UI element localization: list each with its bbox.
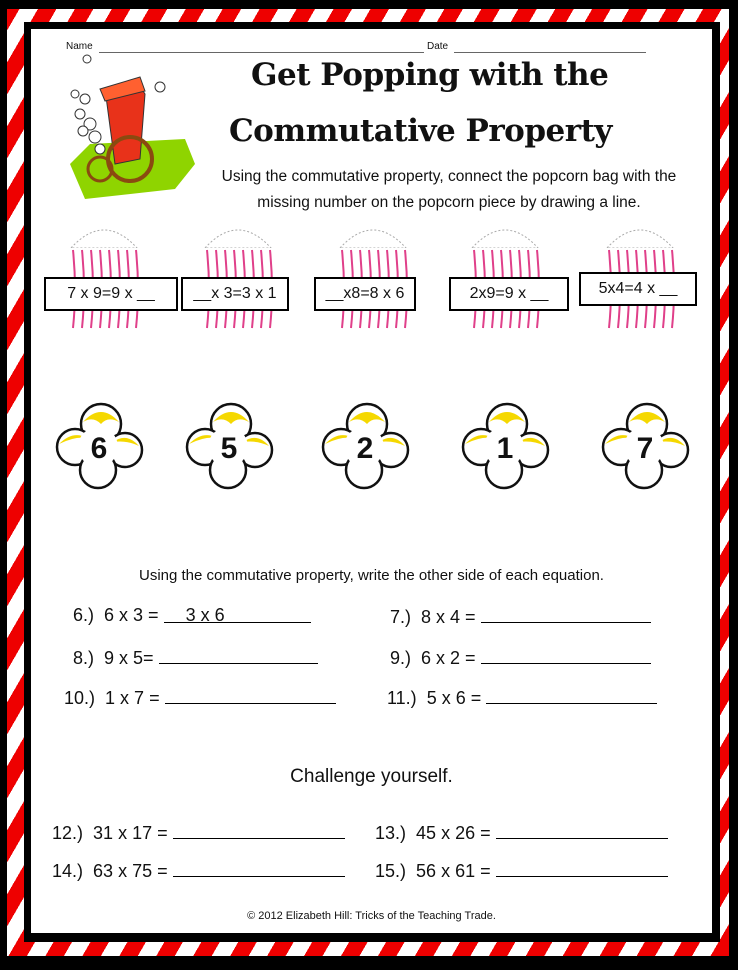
- challenge-item: 14.) 63 x 75 =: [52, 859, 345, 882]
- equation-item: 7.) 8 x 4 =: [390, 605, 651, 628]
- challenge-item: 12.) 31 x 17 =: [52, 821, 345, 844]
- popcorn-bag-icon: [59, 220, 149, 330]
- answer-blank[interactable]: [173, 821, 345, 839]
- popcorn-bag-icon: [460, 220, 550, 330]
- popcorn-piece[interactable]: [599, 402, 691, 492]
- date-field[interactable]: [454, 43, 646, 53]
- footer-copyright: © 2012 Elizabeth Hill: Tricks of the Teaching Trade.: [247, 910, 496, 922]
- answer-blank[interactable]: [481, 646, 651, 664]
- popcorn-piece[interactable]: [183, 402, 275, 492]
- popcorn-piece[interactable]: [319, 402, 411, 492]
- answer-blank[interactable]: [165, 686, 336, 704]
- equation-item: 11.) 5 x 6 =: [387, 686, 657, 709]
- popcorn-bag-icon: [328, 220, 418, 330]
- missing-number: 2: [356, 432, 374, 465]
- missing-number: 6: [90, 432, 108, 465]
- answer-blank[interactable]: [496, 821, 668, 839]
- popcorn-bag-equation: 2x9=9 x __: [449, 277, 569, 311]
- popcorn-piece[interactable]: [53, 402, 145, 492]
- answer-blank[interactable]: [159, 646, 318, 664]
- instructions: Using the commutative property, connect the popcorn bag with the missing number on the popcorn piece by drawing a line.: [221, 168, 677, 211]
- equation-item: 8.) 9 x 5=: [73, 646, 318, 669]
- worksheet: [31, 29, 712, 933]
- popcorn-bag-equation: 5x4=4 x __: [579, 272, 697, 306]
- popcorn-bag-equation: __x 3=3 x 1: [181, 277, 289, 311]
- missing-number: 7: [636, 432, 654, 465]
- title-line-2: Commutative Property: [229, 113, 612, 149]
- equation-item: 9.) 6 x 2 =: [390, 646, 651, 669]
- challenge-title: Challenge yourself.: [290, 766, 453, 787]
- missing-number: 5: [220, 432, 238, 465]
- answer-blank[interactable]: [173, 859, 345, 877]
- popcorn-bag-icon: [193, 220, 283, 330]
- missing-number: 1: [496, 432, 514, 465]
- challenge-item: 15.) 56 x 61 =: [375, 859, 668, 882]
- popcorn-bag-equation: __x8=8 x 6: [314, 277, 416, 311]
- section2-instructions: Using the commutative property, write the other side of each equation.: [139, 567, 604, 584]
- name-label: Name: [66, 41, 93, 52]
- challenge-item: 13.) 45 x 26 =: [375, 821, 668, 844]
- popcorn-piece[interactable]: [459, 402, 551, 492]
- date-label: Date: [427, 41, 449, 52]
- popcorn-bag-equation: 7 x 9=9 x __: [44, 277, 178, 311]
- equation-item: 10.) 1 x 7 =: [64, 686, 336, 709]
- answer-blank[interactable]: 3 x 6: [164, 605, 311, 623]
- answer-blank[interactable]: [486, 686, 657, 704]
- answer-blank[interactable]: [496, 859, 668, 877]
- popcorn-cart-illustration: [45, 49, 195, 199]
- title-line-1: Get Popping with the: [251, 57, 609, 93]
- equation-item: 6.) 6 x 3 = 3 x 6: [73, 605, 311, 626]
- answer-blank[interactable]: [481, 605, 651, 623]
